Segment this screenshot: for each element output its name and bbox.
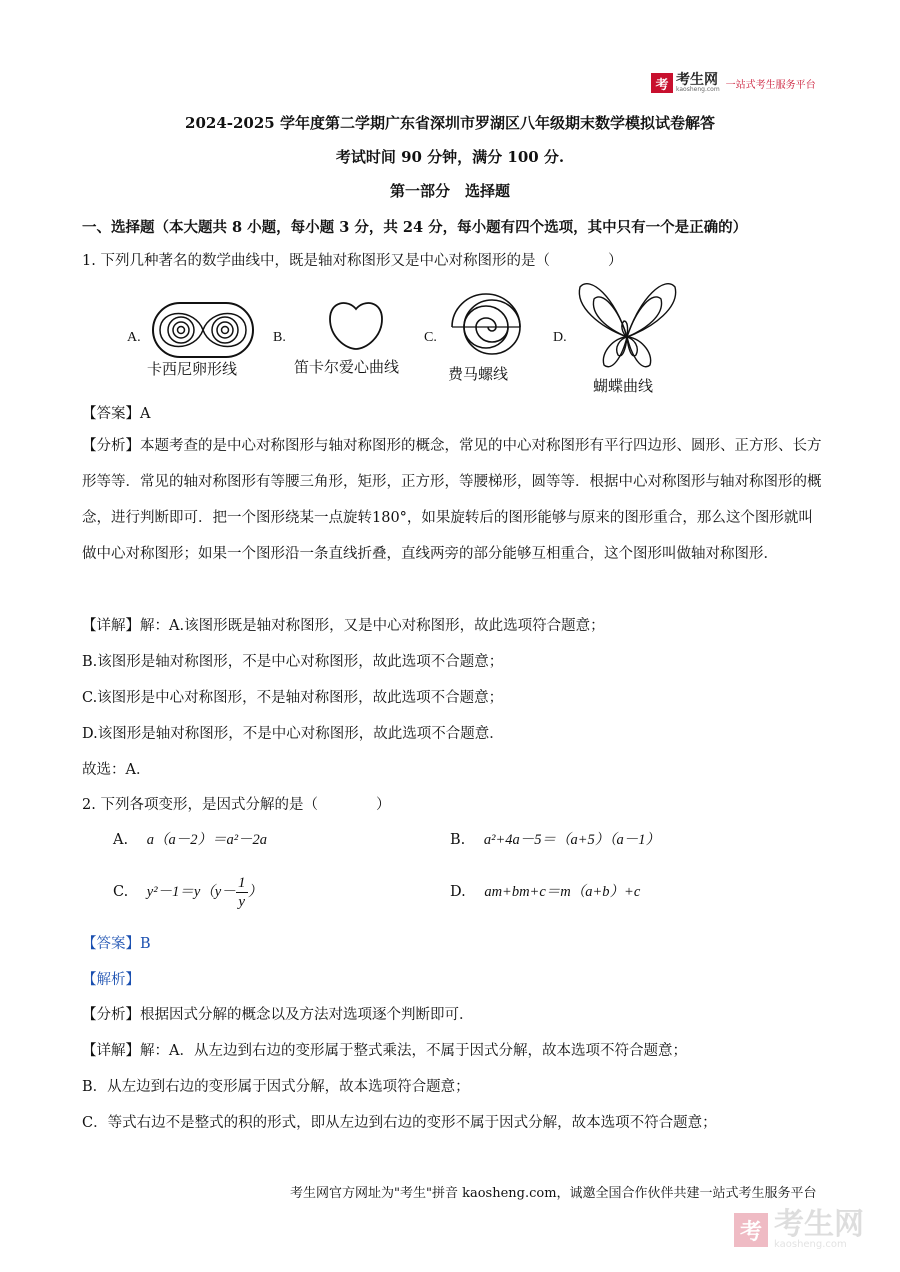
q2-option-c-expr-left: y²－1＝y（y－ (146, 884, 236, 900)
q2-answer: 【答案】B (82, 936, 151, 952)
watermark-url: kaosheng.com (774, 1239, 847, 1250)
q2-option-c-fraction (236, 874, 248, 911)
q2-stem: 2. 下列各项变形，是因式分解的是（ ） (82, 797, 391, 813)
section-heading: 一、选择题（本大题共 8 小题，每小题 3 分，共 24 分，每小题有四个选项，其中只有一个是正确的） (82, 219, 748, 236)
q2-option-d-expr: am+bm+c＝m（a+b）+c (484, 884, 641, 900)
fraction-denominator: y (238, 893, 246, 910)
q2-option-b-label: B. (450, 832, 466, 848)
watermark-name: 考生网 (774, 1207, 864, 1242)
q2-option-a-expr: a（a－2）＝a²－2a (146, 832, 268, 848)
page-title: 2024-2025 学年度第二学期广东省深圳市罗湖区八年级期末数学模拟试卷解答 (185, 114, 715, 132)
q1-detail-4: D.该图形是轴对称图形，不是中心对称图形，故此选项不合题意． (82, 726, 504, 742)
footer-note: 考生网官方网址为"考生"拼音 kaosheng.com，诚邀全国合作伙伴共建一站式考生服务平台 (290, 1186, 817, 1201)
q2-detail-2: B．从左边到右边的变形属于因式分解，故本选项符合题意； (82, 1079, 470, 1095)
fermat-spiral-figure (450, 292, 522, 362)
q2-option-a (113, 830, 267, 850)
q2-option-d-label: D. (450, 884, 466, 900)
q1-conclusion: 故选：A． (82, 762, 151, 778)
q2-detail-3: C．等式右边不是整式的积的形式，即从左边到右边的变形不属于因式分解，故本选项不符合题意； (82, 1115, 717, 1131)
q1-option-d-label: D. (553, 330, 567, 345)
q1-caption-d: 蝴蝶曲线 (593, 377, 654, 395)
watermark (734, 1207, 864, 1250)
fraction-numerator: 1 (237, 874, 246, 891)
watermark-mark: 考 (734, 1213, 768, 1247)
heart-curve-figure (326, 297, 386, 353)
logo-url: kaosheng.com (676, 86, 720, 93)
q2-detail-1: 【详解】解：A．从左边到右边的变形属于整式乘法，不属于因式分解，故本选项不符合题意； (82, 1043, 687, 1059)
brand-logo (651, 73, 816, 93)
logo-name: 考生网 (676, 72, 718, 88)
exam-info: 考试时间 90 分钟，满分 100 分. (335, 148, 565, 166)
q1-option-b-label: B. (273, 330, 286, 345)
q2-analysis: 【分析】根据因式分解的概念以及方法对选项逐个判断即可． (82, 1007, 474, 1023)
q2-option-c-label: C. (113, 884, 129, 900)
q2-jiexi: 【解析】 (82, 972, 140, 988)
q1-caption-c: 费马螺线 (448, 365, 509, 383)
q2-option-b (450, 830, 660, 850)
slogan: 一站式考生服务平台 (725, 79, 816, 91)
q1-detail-2: B.该图形是轴对称图形，不是中心对称图形，故此选项不合题意； (82, 654, 504, 670)
logo-mark: 考 (651, 73, 673, 93)
q2-option-d (450, 882, 640, 902)
q2-option-c-expr-right: ） (247, 884, 263, 900)
q1-caption-b: 笛卡尔爱心曲线 (294, 358, 400, 376)
q2-option-b-expr: a²+4a－5＝（a+5）（a－1） (483, 832, 661, 848)
q1-detail-3: C.该图形是中心对称图形，不是轴对称图形，故此选项不合题意； (82, 690, 504, 706)
q1-option-c-label: C. (424, 330, 437, 345)
q1-analysis: 【分析】本题考查的是中心对称图形与轴对称图形的概念，常见的中心对称图形有平行四边形、圆形、正方形、长方形等等．常见的轴对称图形有等腰三角形，矩形，正方形，等腰梯形，圆等等．根据中心对称图形与轴对称图形的概念，进行判断即可．把一个图形绕某一点旋转180°，如果旋转后的图形能够与原来的图形重合，那么这个图形就叫做中心对称图形；如果一个图形沿一条直线折叠，直线两旁的部分能够互相重合，这个图形叫做轴对称图形． (82, 438, 822, 562)
q1-stem: 1. 下列几种著名的数学曲线中，既是轴对称图形又是中心对称图形的是（ ） (82, 253, 623, 269)
part-heading: 第一部分 选择题 (389, 182, 510, 200)
q1-answer: 【答案】A (82, 406, 151, 422)
q2-option-c (113, 872, 262, 912)
q1-option-a-label: A. (127, 330, 141, 345)
butterfly-curve-figure (570, 277, 685, 372)
cassini-oval-figure (150, 300, 256, 360)
q1-detail-1: 【详解】解：A.该图形既是轴对称图形，又是中心对称图形，故此选项符合题意； (82, 618, 605, 634)
q1-caption-a: 卡西尼卵形线 (147, 360, 238, 378)
q2-option-a-label: A. (113, 832, 129, 848)
